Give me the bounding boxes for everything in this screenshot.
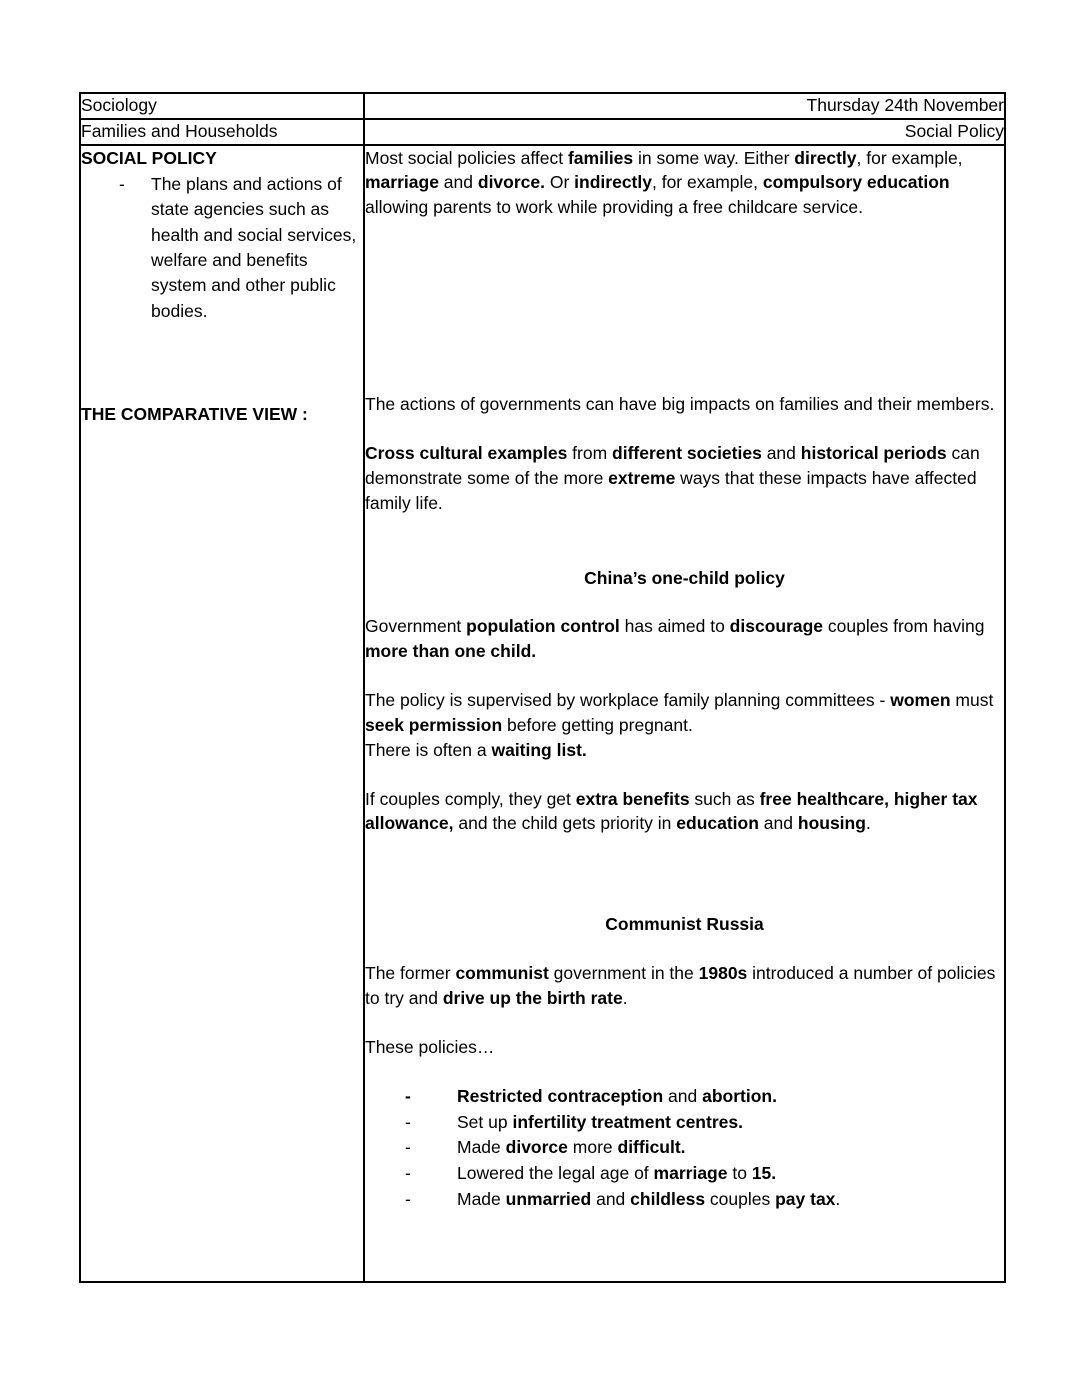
text-run: government in the	[548, 963, 699, 984]
cell-date	[364, 93, 1005, 119]
table-row-topic	[80, 119, 1005, 145]
social-policy-definition-list	[81, 172, 363, 324]
paragraph-china-1	[365, 614, 1004, 664]
text-run: and	[438, 172, 478, 193]
bold-run: different societies	[612, 442, 762, 463]
bold-run: free healthcare,	[759, 788, 889, 809]
bold-run: compulsory education	[762, 172, 950, 193]
cell-topic	[80, 119, 364, 145]
cell-section	[364, 119, 1005, 145]
bold-run: Restricted contraception	[457, 1085, 664, 1106]
text-run: introduced a number of policies to try and	[365, 963, 996, 1008]
bold-run: infertility treatment centres.	[512, 1111, 743, 1132]
paragraph-russia-1	[365, 961, 1004, 1011]
left-column-spacer	[81, 324, 363, 402]
text-run: The policy is supervised by workplace family planning committees -	[365, 690, 891, 711]
right-column-spacer	[365, 244, 1004, 392]
bold-run: extreme	[608, 467, 676, 488]
dash-marker: -	[405, 1111, 411, 1132]
text-run: and	[591, 1189, 631, 1210]
bold-run: extra benefits	[575, 788, 690, 809]
paragraph-governments	[365, 392, 1004, 417]
bold-run: unmarried	[505, 1189, 592, 1210]
list-item	[81, 172, 363, 324]
heading-communist-russia: Communist Russia	[605, 914, 764, 935]
text-run: ways that these impacts have affected family life.	[365, 467, 977, 513]
text-run: has aimed to	[619, 616, 730, 637]
text-run: .	[835, 1189, 841, 1210]
bold-run: divorce.	[477, 172, 545, 193]
gap-before-russia	[365, 860, 1004, 912]
text-run: .	[865, 813, 871, 834]
bold-run: difficult.	[617, 1137, 686, 1158]
bold-run: directly	[794, 147, 857, 168]
text-run: The actions of governments can have big impacts on families and their members.	[365, 394, 995, 415]
paragraph-russia-2	[365, 1035, 1004, 1060]
text-run: Lowered the legal age of	[457, 1163, 654, 1184]
bold-run: historical periods	[800, 442, 947, 463]
text-run: to	[727, 1163, 752, 1184]
text-run: and	[758, 813, 798, 834]
gap-before-china	[365, 540, 1004, 566]
notes-table	[79, 92, 1006, 1283]
paragraph-intro	[365, 146, 1004, 221]
list-item	[405, 1187, 1004, 1213]
cell-subject	[80, 93, 364, 119]
text-run: from	[567, 442, 613, 463]
bold-run: abortion.	[702, 1085, 777, 1106]
bold-run: education	[676, 813, 759, 834]
text-run: couples from having	[823, 616, 985, 637]
text-run: more	[567, 1137, 618, 1158]
text-run: such as	[689, 788, 760, 809]
cell-left-notes	[80, 145, 364, 1282]
paragraph-china-2	[365, 688, 1004, 763]
text-run: , for example,	[856, 147, 963, 168]
bold-run: waiting list.	[491, 739, 587, 760]
bold-run: drive up the birth rate	[442, 987, 623, 1008]
text-run: If couples comply, they get	[365, 788, 576, 809]
list-item	[405, 1161, 1004, 1187]
bold-run: Cross cultural examples	[365, 442, 568, 463]
text-run: , for example,	[651, 172, 763, 193]
text-run: Made	[457, 1137, 506, 1158]
bold-run: communist	[455, 963, 549, 984]
text-run: allowing parents to work while providing a free childcare service.	[365, 197, 864, 218]
text-run: Made	[457, 1189, 506, 1210]
subject-label: Sociology	[81, 95, 157, 115]
table-row-subject	[80, 93, 1005, 119]
text-run: Set up	[457, 1111, 513, 1132]
text-run: must	[950, 690, 994, 711]
list-item	[405, 1110, 1004, 1136]
heading-comparative-view: THE COMPARATIVE VIEW :	[81, 404, 308, 425]
bold-run: 1980s	[698, 963, 748, 984]
list-item	[405, 1084, 1004, 1110]
russia-policy-list	[365, 1084, 1004, 1213]
bold-run: women	[890, 690, 951, 711]
text-run: and the child gets priority in	[453, 813, 677, 834]
bold-run: marriage	[653, 1163, 728, 1184]
text-run: couples	[705, 1189, 776, 1210]
dash-marker: -	[405, 1163, 411, 1184]
bold-run: population control	[466, 616, 620, 637]
text-run: Or	[545, 172, 575, 193]
text-run: Most social policies affect	[365, 147, 568, 168]
text-run: and	[761, 442, 801, 463]
text-run: These policies…	[365, 1036, 495, 1057]
bold-run: seek permission	[365, 714, 503, 735]
date-label: Thursday 24th November	[806, 95, 1004, 115]
bold-run: families	[567, 147, 634, 168]
text-run: and	[663, 1085, 703, 1106]
bold-run: higher tax allowance,	[365, 788, 978, 834]
bold-run: marriage	[365, 172, 439, 193]
bold-run: discourage	[729, 616, 824, 637]
text-run: can demonstrate some of the more	[365, 442, 980, 488]
heading-social-policy: SOCIAL POLICY	[81, 147, 217, 168]
dash-marker: -	[405, 1189, 411, 1210]
bold-run: more than one child.	[365, 641, 537, 662]
text-run: in some way. Either	[633, 147, 795, 168]
dash-marker: -	[119, 173, 125, 194]
text-run: .	[622, 987, 628, 1008]
heading-china-one-child-policy: China’s one-child policy	[584, 567, 785, 588]
text-run: There is often a	[365, 739, 492, 760]
definition-text: The plans and actions of state agencies such as health and social services, welfare and benefits system and other public bodies.	[151, 173, 357, 321]
bold-run: childless	[630, 1189, 706, 1210]
bold-run: 15.	[751, 1163, 777, 1184]
paragraph-cross-cultural	[365, 441, 1004, 516]
bold-run: divorce	[505, 1137, 568, 1158]
list-item	[405, 1135, 1004, 1161]
bold-run: pay tax	[775, 1189, 836, 1210]
dash-marker: -	[405, 1085, 411, 1106]
dash-marker: -	[405, 1137, 411, 1158]
section-label: Social Policy	[904, 120, 1004, 141]
bold-run: indirectly	[574, 172, 652, 193]
text-run: Government	[365, 616, 467, 637]
bold-run: housing	[797, 813, 866, 834]
cell-right-notes	[364, 145, 1005, 1282]
paragraph-china-3	[365, 787, 1004, 837]
text-run: before getting pregnant.	[502, 714, 693, 735]
topic-label: Families and Households	[81, 120, 278, 141]
table-row-body	[80, 145, 1005, 1282]
text-run: The former	[365, 963, 456, 984]
